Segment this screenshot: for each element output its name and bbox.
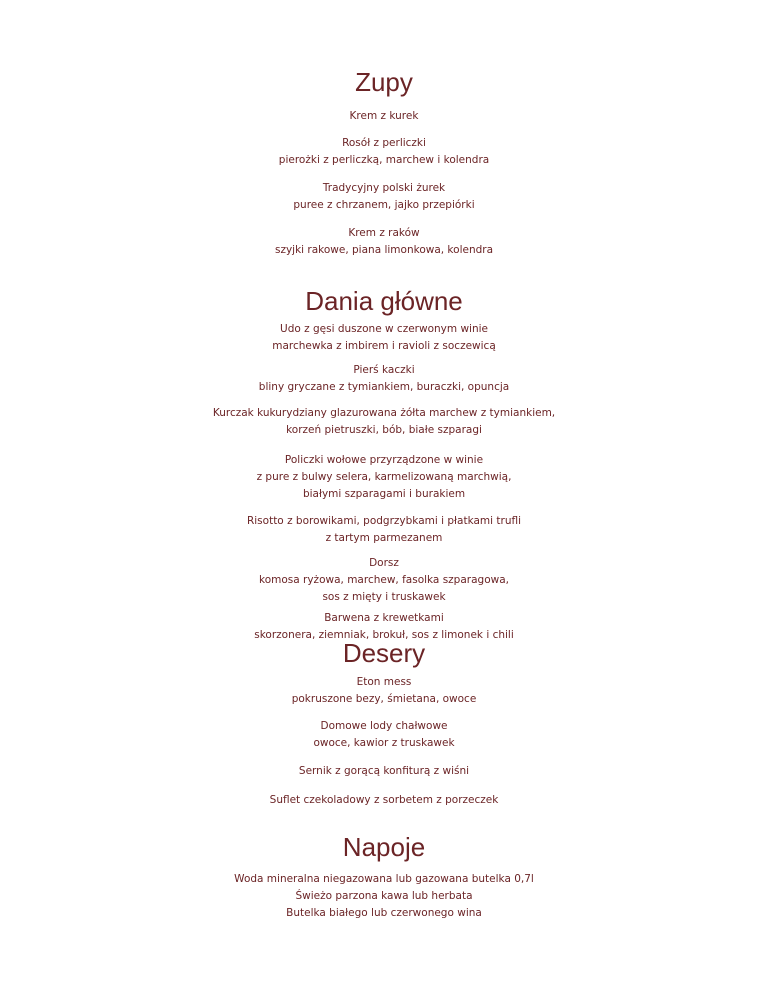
menu-item [0, 108, 768, 125]
dish-name: Sernik z gorącą konfiturą z wiśni [298, 765, 470, 777]
menu-item [0, 180, 768, 214]
dish-name: Domowe lody chałwowe [320, 720, 448, 732]
dish-description: pokruszone bezy, śmietana, owoce [291, 693, 477, 705]
dish-name: Udo z gęsi duszone w czerwonym winie [280, 323, 488, 335]
dish-name: Kurczak kukurydziany glazurowana żółta marchew z tymiankiem, [212, 407, 556, 419]
dish-name: Policzki wołowe przyrządzone w winie [284, 454, 484, 466]
menu-item [0, 555, 768, 606]
dish-description: bliny gryczane z tymiankiem, buraczki, opuncja [258, 381, 510, 393]
menu-item [0, 405, 768, 439]
dish-name: Eton mess [356, 676, 412, 688]
drink-item: Świeżo parzona kawa lub herbata [295, 890, 473, 902]
dish-name: Krem z raków [348, 227, 420, 239]
section-title-drinks: Napoje [342, 832, 426, 862]
section-title-desserts: Desery [342, 638, 426, 668]
dish-name: Rosół z perliczki [342, 137, 426, 149]
dish-name: Suflet czekoladowy z sorbetem z porzeczek [269, 794, 499, 806]
dish-name: Dorsz [369, 557, 399, 569]
dish-description: owoce, kawior z truskawek [313, 737, 455, 749]
drinks-list [0, 871, 768, 922]
menu-item [0, 763, 768, 780]
dish-name: Barwena z krewetkami [324, 612, 444, 624]
section-title-mains: Dania główne [305, 286, 463, 316]
dish-description: korzeń pietruszki, bób, białe szparagi [286, 424, 482, 436]
menu-item [0, 225, 768, 259]
dish-name: Krem z kurek [349, 110, 419, 122]
menu-item [0, 452, 768, 503]
menu-item [0, 135, 768, 169]
dish-description: z tartym parmezanem [325, 532, 443, 544]
dish-description: pierożki z perliczką, marchew i kolendra [278, 154, 490, 166]
dish-description: szyjki rakowe, piana limonkowa, kolendra [274, 244, 494, 256]
dish-description: skorzonera, ziemniak, brokuł, sos z limonek i chili [254, 629, 514, 641]
dish-description: z pure z bulwy selera, karmelizowaną marchwią, [256, 471, 512, 483]
dish-description: sos z mięty i truskawek [322, 591, 446, 603]
menu-item [0, 792, 768, 809]
dish-description: białymi szparagami i burakiem [302, 488, 466, 500]
menu-item [0, 321, 768, 355]
menu-item [0, 513, 768, 547]
dish-description: marchewka z imbirem i ravioli z soczewicą [272, 340, 496, 352]
dish-description: puree z chrzanem, jajko przepiórki [293, 199, 475, 211]
section-title-soups: Zupy [355, 67, 413, 97]
menu-item [0, 674, 768, 708]
menu-item [0, 362, 768, 396]
drink-item: Butelka białego lub czerwonego wina [286, 907, 482, 919]
dish-description: komosa ryżowa, marchew, fasolka szparagowa, [259, 574, 509, 586]
dish-name: Tradycyjny polski żurek [322, 182, 446, 194]
menu-item [0, 718, 768, 752]
drink-item: Woda mineralna niegazowana lub gazowana butelka 0,7l [234, 873, 534, 885]
dish-name: Risotto z borowikami, podgrzybkami i płatkami trufli [246, 515, 522, 527]
dish-name: Pierś kaczki [353, 364, 415, 376]
